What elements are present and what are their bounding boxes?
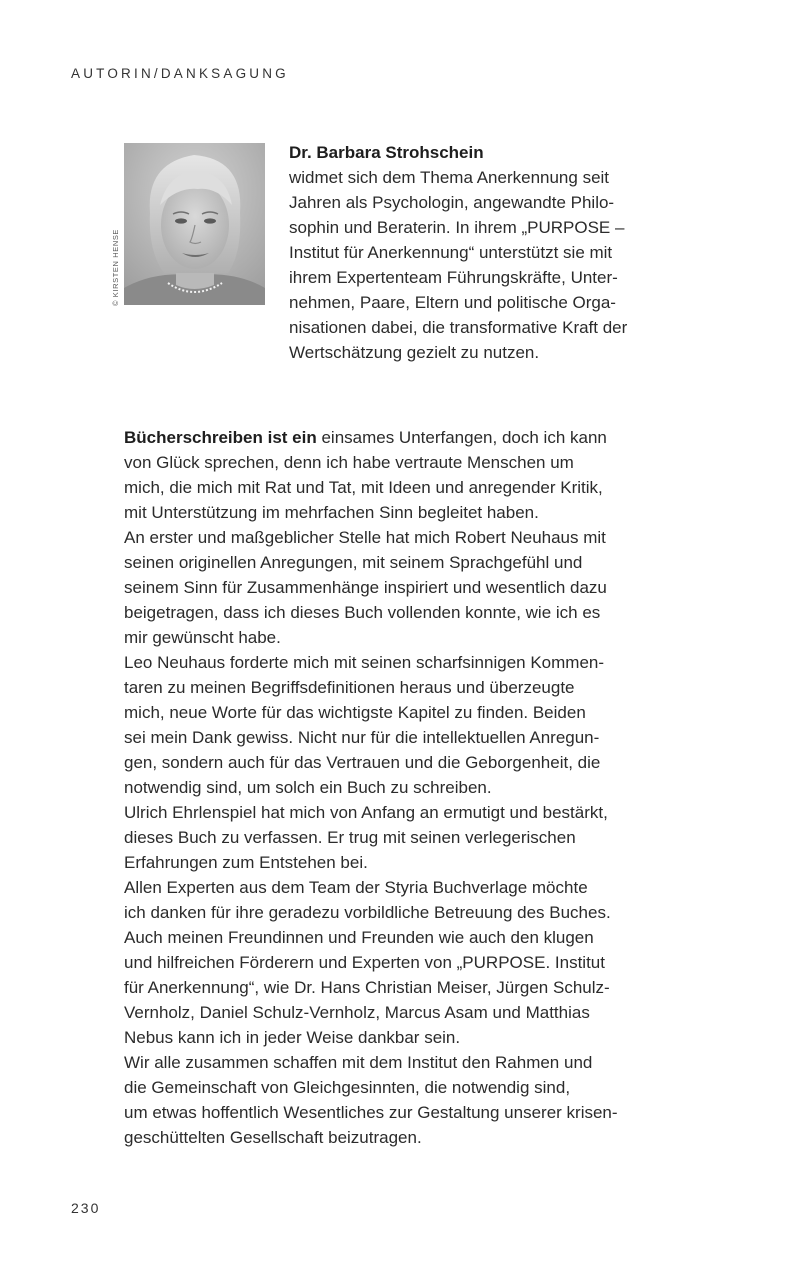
ack-line: seinen originellen Anregungen, mit seinem Sprachgefühl und bbox=[124, 553, 583, 572]
ack-line: geschüttelten Gesellschaft beizutragen. bbox=[124, 1128, 422, 1147]
author-portrait bbox=[124, 143, 265, 305]
ack-line: für Anerkennung“, wie Dr. Hans Christian Meiser, Jürgen Schulz- bbox=[124, 978, 610, 997]
ack-line-first bbox=[124, 425, 724, 450]
ack-lead-in: Bücherschreiben ist ein bbox=[124, 428, 317, 447]
bio-line: Wertschätzung gezielt zu nutzen. bbox=[289, 343, 540, 362]
ack-line: und hilfreichen Förderern und Experten von „PURPOSE. Institut bbox=[124, 953, 605, 972]
ack-line: Ulrich Ehrlenspiel hat mich von Anfang an ermutigt und bestärkt, bbox=[124, 803, 608, 822]
bio-line: nisationen dabei, die transformative Kraft der bbox=[289, 318, 628, 337]
ack-line: Erfahrungen zum Entstehen bei. bbox=[124, 853, 368, 872]
ack-line: Nebus kann ich in jeder Weise dankbar sein. bbox=[124, 1028, 461, 1047]
bio-line: widmet sich dem Thema Anerkennung seit bbox=[289, 168, 610, 187]
ack-line: Allen Experten aus dem Team der Styria Buchverlage möchte bbox=[124, 878, 588, 897]
bio-line: ihrem Expertenteam Führungskräfte, Unter- bbox=[289, 268, 618, 287]
running-head: AUTORIN/DANKSAGUNG bbox=[71, 66, 289, 81]
ack-line: beigetragen, dass ich dieses Buch vollenden konnte, wie ich es bbox=[124, 603, 601, 622]
author-portrait-image bbox=[124, 143, 265, 305]
ack-line: taren zu meinen Begriffsdefinitionen heraus und überzeugte bbox=[124, 678, 575, 697]
ack-line: Vernholz, Daniel Schulz-Vernholz, Marcus Asam und Matthias bbox=[124, 1003, 590, 1022]
ack-line: seinem Sinn für Zusammenhänge inspiriert und wesentlich dazu bbox=[124, 578, 607, 597]
ack-line: mir gewünscht habe. bbox=[124, 628, 281, 647]
acknowledgements-text bbox=[124, 425, 724, 1150]
bio-line: Institut für Anerkennung“ unterstützt sie mit bbox=[289, 243, 613, 262]
ack-line: mich, die mich mit Rat und Tat, mit Ideen und anregender Kritik, bbox=[124, 478, 603, 497]
ack-line: Auch meinen Freundinnen und Freunden wie auch den klugen bbox=[124, 928, 594, 947]
ack-line: die Gemeinschaft von Gleichgesinnten, die notwendig sind, bbox=[124, 1078, 571, 1097]
ack-line: mich, neue Worte für das wichtigste Kapitel zu finden. Beiden bbox=[124, 703, 586, 722]
ack-line: von Glück sprechen, denn ich habe vertraute Menschen um bbox=[124, 453, 574, 472]
ack-line: Wir alle zusammen schaffen mit dem Institut den Rahmen und bbox=[124, 1053, 593, 1072]
ack-line: mit Unterstützung im mehrfachen Sinn begleitet haben. bbox=[124, 503, 539, 522]
bio-line: sophin und Beraterin. In ihrem „PURPOSE – bbox=[289, 218, 625, 237]
page-number: 230 bbox=[71, 1200, 101, 1216]
author-bio bbox=[289, 140, 709, 365]
ack-line: An erster und maßgeblicher Stelle hat mich Robert Neuhaus mit bbox=[124, 528, 606, 547]
bio-line: nehmen, Paare, Eltern und politische Orga- bbox=[289, 293, 616, 312]
photo-credit: © KIRSTEN HENSE bbox=[111, 228, 120, 306]
author-name: Dr. Barbara Strohschein bbox=[289, 143, 484, 162]
ack-line: Leo Neuhaus forderte mich mit seinen scharfsinnigen Kommen- bbox=[124, 653, 605, 672]
ack-line: ich danken für ihre geradezu vorbildliche Betreuung des Buches. bbox=[124, 903, 611, 922]
ack-first-line-rest: einsames Unterfangen, doch ich kann bbox=[316, 428, 607, 447]
ack-line: sei mein Dank gewiss. Nicht nur für die intellektuellen Anregun- bbox=[124, 728, 600, 747]
bio-line: Jahren als Psychologin, angewandte Philo- bbox=[289, 193, 615, 212]
ack-line: gen, sondern auch für das Vertrauen und die Geborgenheit, die bbox=[124, 753, 601, 772]
ack-line: um etwas hoffentlich Wesentliches zur Gestaltung unserer krisen- bbox=[124, 1103, 618, 1122]
ack-line: notwendig sind, um solch ein Buch zu schreiben. bbox=[124, 778, 492, 797]
ack-line: dieses Buch zu verfassen. Er trug mit seinen verlegerischen bbox=[124, 828, 576, 847]
